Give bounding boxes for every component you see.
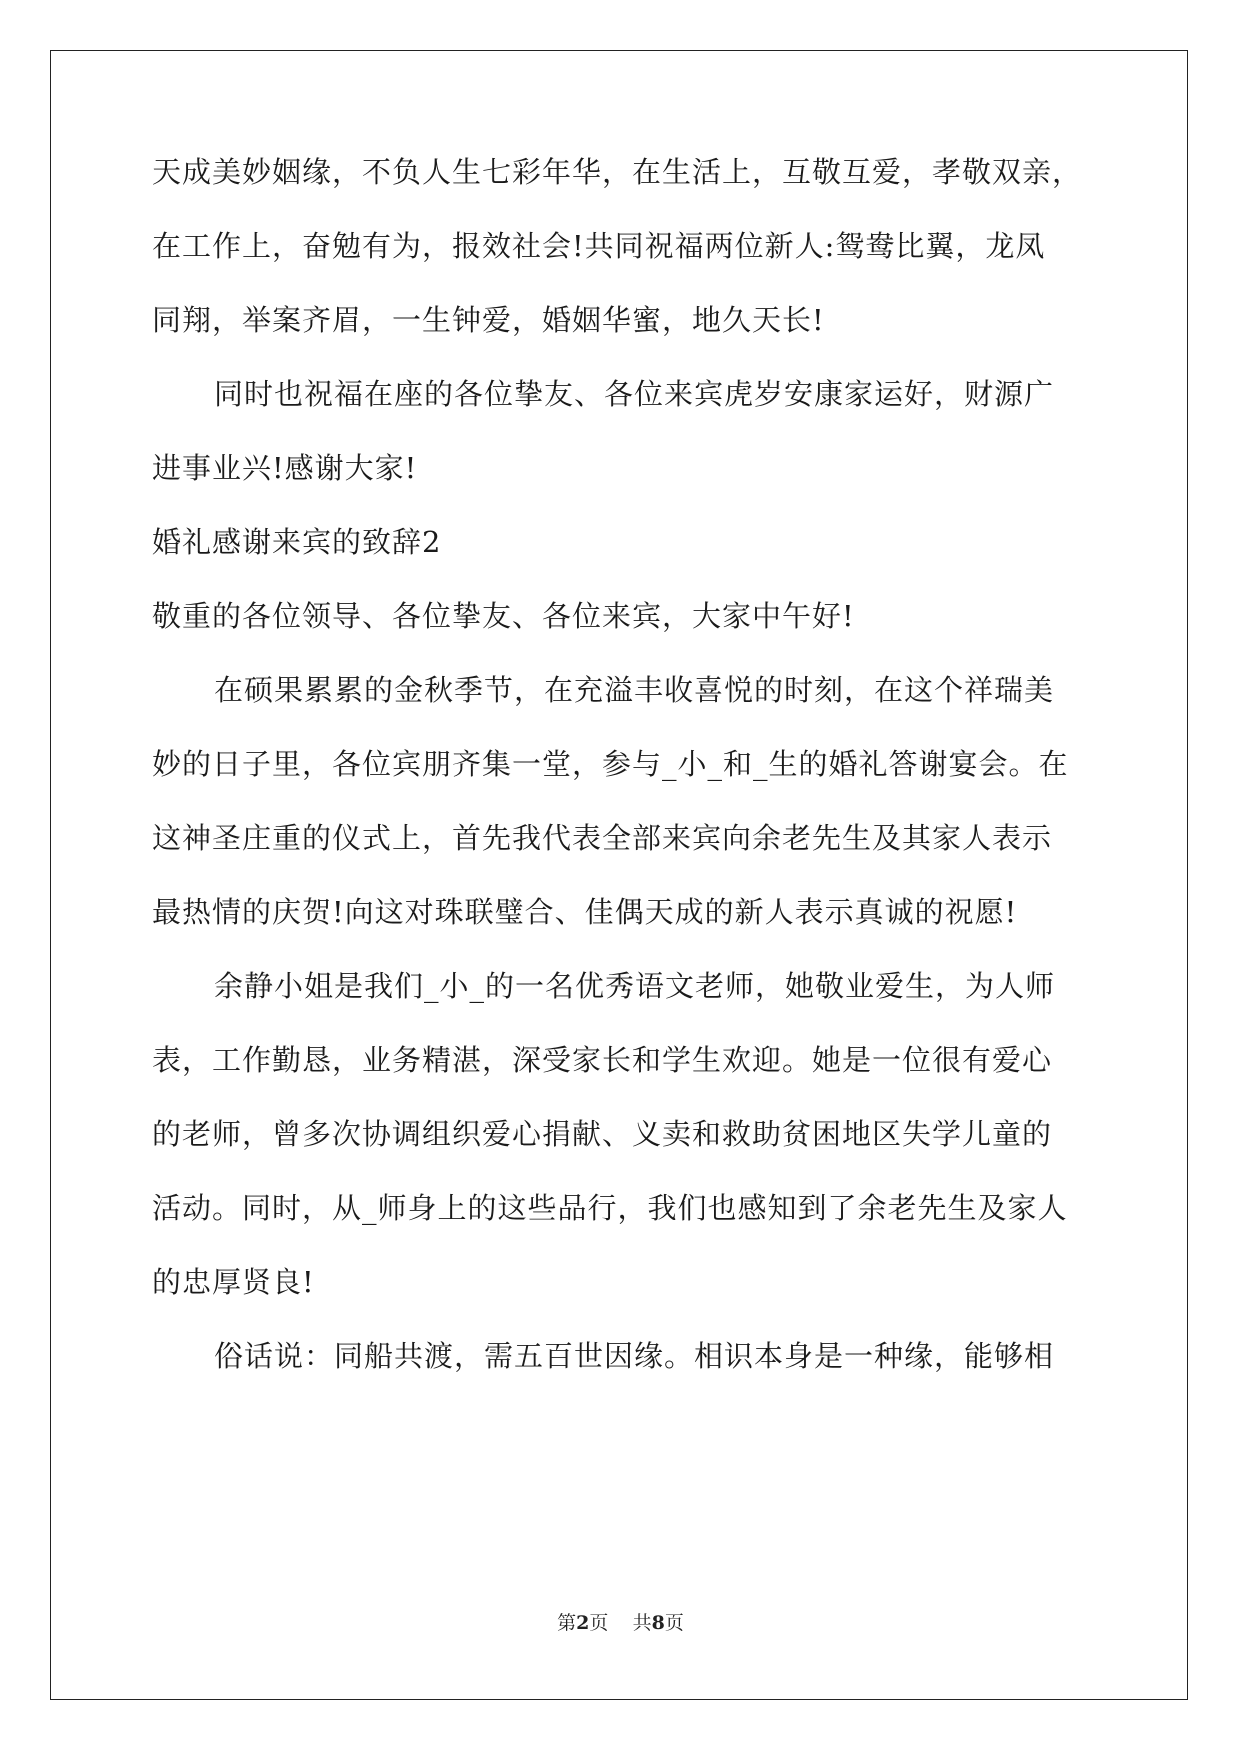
body-line-16: 的忠厚贤良! bbox=[152, 1265, 315, 1299]
body-line-2: 在工作上，奋勉有为，报效社会!共同祝福两位新人:鸳鸯比翼，龙凤 bbox=[152, 229, 1046, 263]
body-line-3: 同翔，举案齐眉，一生钟爱，婚姻华蜜，地久天长! bbox=[152, 303, 825, 337]
body-line-8: 在硕果累累的金秋季节，在充溢丰收喜悦的时刻，在这个祥瑞美 bbox=[214, 673, 1055, 707]
footer-total-prefix: 共 bbox=[632, 1612, 652, 1634]
footer-total-suffix: 页 bbox=[664, 1612, 684, 1634]
body-line-9: 妙的日子里，各位宾朋齐集一堂，参与_小_和_生的婚礼答谢宴会。在 bbox=[152, 747, 1069, 781]
body-line-1: 天成美妙姻缘，不负人生七彩年华，在生活上，互敬互爱，孝敬双亲， bbox=[152, 155, 1083, 189]
page-footer bbox=[0, 1611, 1241, 1635]
body-line-13: 表，工作勤恳，业务精湛，深受家长和学生欢迎。她是一位很有爱心 bbox=[152, 1043, 1053, 1077]
salutation-line: 敬重的各位领导、各位挚友、各位来宾，大家中午好! bbox=[152, 599, 855, 633]
body-line-15: 活动。同时，从_师身上的这些品行，我们也感知到了余老先生及家人 bbox=[152, 1191, 1068, 1225]
footer-page-prefix: 第 bbox=[557, 1612, 577, 1634]
body-line-17: 俗话说：同船共渡，需五百世因缘。相识本身是一种缘，能够相 bbox=[214, 1339, 1055, 1373]
body-line-10: 这神圣庄重的仪式上，首先我代表全部来宾向余老先生及其家人表示 bbox=[152, 821, 1053, 855]
page-frame bbox=[50, 50, 1188, 1700]
body-line-12: 余静小姐是我们_小_的一名优秀语文老师，她敬业爱生，为人师 bbox=[214, 969, 1056, 1003]
footer-page-number: 2 bbox=[576, 1612, 590, 1634]
footer-total-pages: 8 bbox=[651, 1612, 665, 1634]
footer-page-suffix: 页 bbox=[589, 1612, 609, 1634]
section-heading: 婚礼感谢来宾的致辞2 bbox=[152, 525, 442, 559]
body-line-14: 的老师，曾多次协调组织爱心捐献、义卖和救助贫困地区失学儿童的 bbox=[152, 1117, 1053, 1151]
body-line-5: 进事业兴!感谢大家! bbox=[152, 451, 418, 485]
body-line-4: 同时也祝福在座的各位挚友、各位来宾虎岁安康家运好，财源广 bbox=[214, 377, 1055, 411]
body-line-11: 最热情的庆贺!向这对珠联璧合、佳偶天成的新人表示真诚的祝愿! bbox=[152, 895, 1018, 929]
